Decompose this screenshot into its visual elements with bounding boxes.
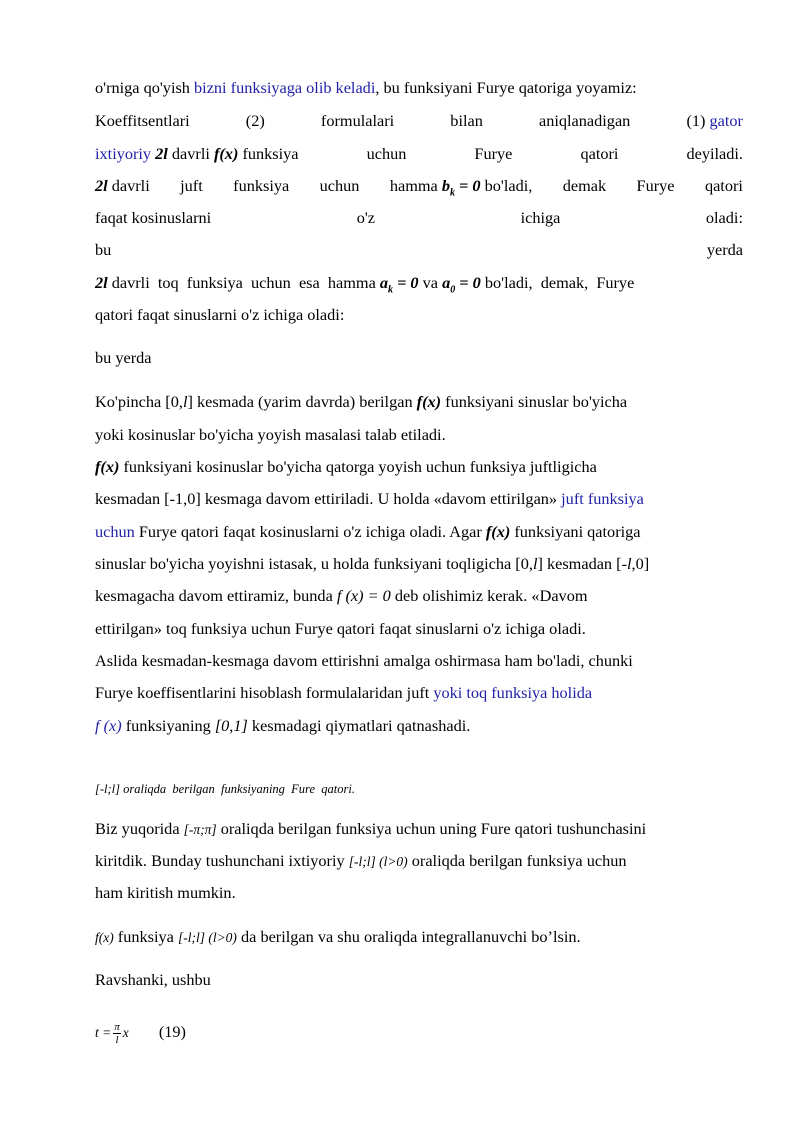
word: formulalari (320, 111, 395, 130)
word: juft (180, 176, 203, 195)
link-text[interactable]: ixtiyoriy (95, 144, 152, 163)
text-line-9: bu yerda (95, 348, 152, 367)
word: funksiya (242, 144, 299, 163)
text-line-4 (95, 176, 743, 203)
p2-line-6: sinuslar bo'yicha yoyishni istasak, u holda funksiyani toqligicha [0,l] kesmadan [-l,0] (95, 554, 650, 573)
word: yerda (706, 240, 743, 259)
text-line-3 (95, 144, 743, 164)
word: bu (95, 240, 112, 259)
word: uchun (319, 176, 360, 195)
word: (2) (245, 111, 265, 130)
word: funksiya (233, 176, 290, 195)
word: ichiga (520, 208, 561, 227)
link-text[interactable]: juft funksiya (561, 489, 644, 508)
p4-line-1: f(x) funksiya [-l;l] (l>0) da berilgan va shu oraliqda integrallanuvchi bo’lsin. (95, 927, 581, 946)
word: (1) (686, 111, 706, 130)
word: oladi: (705, 208, 743, 227)
text-line-5 (95, 208, 743, 228)
p2-line-9: Aslida kesmadan-kesmaga davom ettirishni amalga oshirmasa ham bo'ladi, chunki (95, 651, 633, 670)
p2-line-2: yoki kosinuslar bo'yicha yoyish masalasi talab etiladi. (95, 425, 446, 444)
word: bo'ladi, (484, 176, 533, 195)
link-text[interactable]: uchun (95, 522, 135, 541)
word: o'z (356, 208, 376, 227)
p2-line-1: Ko'pincha [0,l] kesmada (yarim davrda) berilgan f(x) funksiyani sinuslar bo'yicha (95, 392, 628, 411)
word: hamma (389, 176, 438, 195)
link-text[interactable]: gator (709, 111, 743, 130)
word: qatori (704, 176, 743, 195)
text-line-7: 2l davrli toq funksiya uchun esa hamma $a_k = 0$ va $a_0 = 0$ bo'ladi, demak, Furye (95, 273, 635, 296)
heading-text: oraliqda berilgan funksiyaning Fure qatori. (120, 782, 355, 796)
text-span: davrli toq funksiya uchun esa hamma (107, 273, 380, 292)
p2-line-11: f (x) funksiyaning [0,1] kesmadagi qiymatlari qatnashadi. (95, 716, 471, 735)
p2-line-8: ettirilgan» toq funksiya uchun Furye qatori faqat sinuslarni o'z ichiga oladi. (95, 619, 586, 638)
text-span: , bu funksiyani Furye qatoriga yoyamiz: (375, 78, 637, 97)
text-line-2 (95, 111, 743, 131)
p3-line-1: Biz yuqorida [-π;π] oraliqda berilgan funksiya uchun uning Fure qatori tushunchasini (95, 819, 647, 838)
eq-lhs: t = (95, 1025, 112, 1040)
text-line-1 (95, 78, 743, 98)
word: aniqlanadigan (539, 111, 631, 130)
word: Furye (474, 144, 513, 163)
word: faqat kosinuslarni (95, 208, 212, 227)
text-span: bo'ladi, demak, Furye (480, 273, 635, 292)
math-var: 2l (95, 176, 108, 195)
word: bilan (450, 111, 483, 130)
p5-line-1: Ravshanki, ushbu (95, 970, 211, 989)
equation-19 (95, 1015, 743, 1049)
word: Furye (636, 176, 675, 195)
equation-number: (19) (158, 1022, 186, 1041)
eq-rhs: x (122, 1025, 129, 1040)
p3-line-3: ham kiritish mumkin. (95, 883, 236, 902)
math-var: f(x) (213, 144, 239, 163)
math-interval: [-l;l] (l>0) (177, 930, 237, 945)
word: davrli (111, 176, 150, 195)
p3-line-2: kiritdik. Bunday tushunchani ixtiyoriy [-l;l] (l>0) oraliqda berilgan funksiya uchun (95, 851, 627, 870)
word: davrli (171, 144, 210, 163)
math-a0: $a_0 = 0$ (442, 273, 481, 296)
math-var: 2l (95, 273, 108, 292)
word: demak (562, 176, 607, 195)
math-interval: [-l;l] (95, 782, 120, 796)
p2-line-3: f(x) funksiyani kosinuslar bo'yicha qatorga yoyish uchun funksiya juftligicha (95, 457, 597, 476)
word: uchun (366, 144, 407, 163)
section-heading (95, 778, 743, 799)
math-bk: $b_k = 0$ (441, 176, 481, 199)
word: Koeffitsentlari (95, 111, 190, 130)
link-text[interactable]: f (x) (95, 716, 122, 735)
math-ak: $a_k = 0$ (379, 273, 419, 296)
p2-line-7: kesmagacha davom ettiramiz, bunda f (x) = 0 deb olishimiz kerak. «Davom (95, 586, 588, 605)
word: qatori (580, 144, 619, 163)
word: deyiladi. (686, 144, 743, 163)
math-interval: [-π;π] (183, 822, 217, 837)
math-interval: [-l;l] (l>0) (348, 854, 408, 869)
link-text[interactable]: bizni funksiyaga olib keladi (194, 78, 376, 97)
p2-line-5: uchun Furye qatori faqat kosinuslarni o'z ichiga oladi. Agar f(x) funksiyani qatoriga (95, 522, 641, 541)
p2-line-10: Furye koeffisentlarini hisoblash formulalaridan juft yoki toq funksiya holida (95, 683, 593, 702)
text-span: o'rniga qo'yish (95, 78, 195, 97)
text-line-6 (95, 240, 743, 260)
eq-fraction: $\frac{\pi}{l}$ (114, 1020, 120, 1046)
p2-line-4: kesmadan [-1,0] kesmaga davom ettiriladi. U holda «davom ettirilgan» juft funksiya (95, 489, 644, 508)
link-text[interactable]: yoki toq funksiya holida (433, 683, 593, 702)
text-line-8: qatori faqat sinuslarni o'z ichiga oladi: (95, 305, 345, 324)
math-fx: f(x) (95, 930, 114, 945)
math-var: 2l (155, 144, 168, 163)
